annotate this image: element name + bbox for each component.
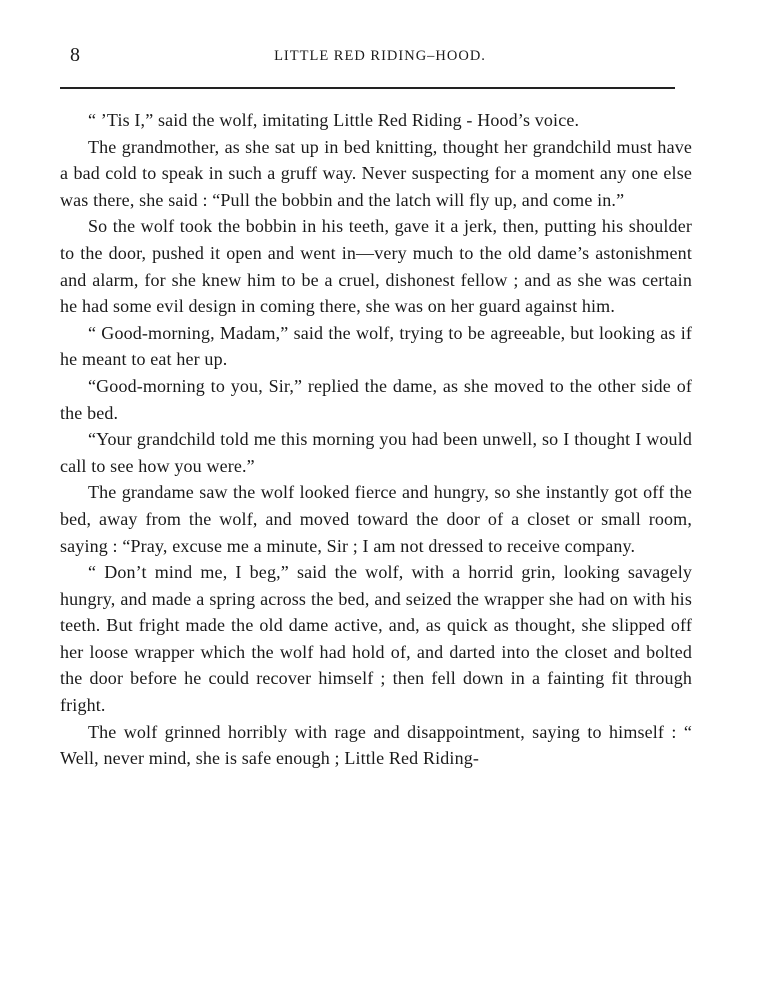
paragraph: “Good-morning to you, Sir,” replied the dame, as she moved to the other side of the bed. [60,375,692,423]
paragraph: “ Don’t mind me, I beg,” said the wolf, with a horrid grin, looking savagely hungry, and made a spring across the bed, and seized the wrapper she had on with his teeth. But fright made the old dame active, and, as quick as thought, she slipped off her loose wrapper which the wolf had hold of, and darted into the closet and bolted the door before he could recover himself ; then fell down in a fainting fit through fright. [60,562,692,716]
paragraph: “ Good-morning, Madam,” said the wolf, trying to be agreeable, but looking as if he meant to eat her up. [60,322,692,370]
paragraph: The grandame saw the wolf looked fierce and hungry, so she instantly got off the bed, away from the wolf, and moved toward the door of a closet or small room, saying : “Pray, excuse me a minute, Sir ; I am not dressed to receive company. [60,482,692,556]
header-rule [60,87,675,89]
page-number: 8 [70,44,80,66]
paragraph: “ ’Tis I,” said the wolf, imitating Little Red Riding - Hood’s voice. [88,110,580,130]
paragraph: The wolf grinned horribly with rage and disappointment, saying to himself : “ Well, never mind, she is safe enough ; Little Red Riding- [60,721,692,769]
page-body [60,107,692,772]
paragraph: So the wolf took the bobbin in his teeth, gave it a jerk, then, putting his shoulder to the door, pushed it open and went in—very much to the old dame’s astonishment and alarm, for she knew him to be a cruel, dishonest fellow ; and as she was certain he had some evil design in coming there, she was on her guard against him. [60,216,692,317]
paragraph: “Your grandchild told me this morning you had been unwell, so I thought I would call to see how you were.” [60,429,692,476]
paragraph: The grandmother, as she sat up in bed knitting, thought her grandchild must have a bad cold to speak in such a gruff way. Never suspecting for a moment any one else was there, she said : “Pull the bobbin and the latch will fly up, and come in.” [60,136,692,210]
page-header [70,40,690,72]
running-title: LITTLE RED RIDING–HOOD. [274,48,486,64]
